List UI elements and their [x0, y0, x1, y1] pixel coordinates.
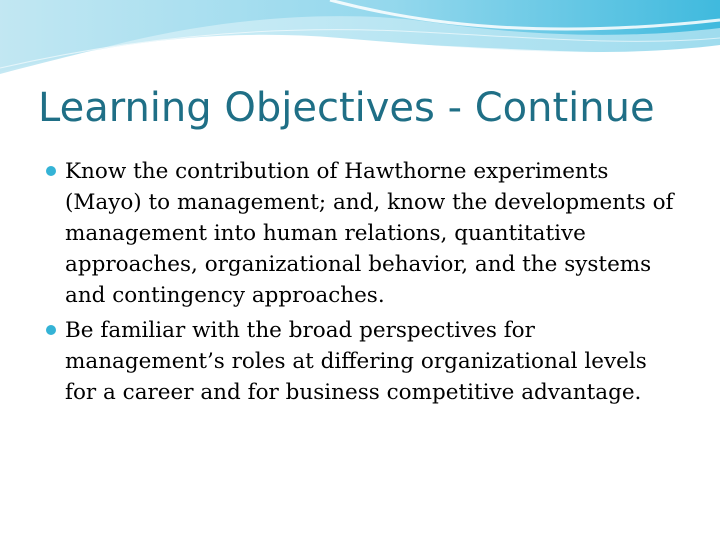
bullet-item — [46, 156, 676, 311]
bullet-dot-icon — [46, 166, 56, 176]
bullet-text: Be familiar with the broad perspectives for management’s roles at differing organizational levels for a career and for business competitive advantage. — [65, 318, 647, 405]
slide-title: Learning Objectives - Continue — [38, 85, 655, 131]
bullet-list — [46, 156, 676, 412]
bullet-dot-icon — [46, 325, 56, 335]
bullet-item — [46, 315, 676, 408]
header-wave-decoration — [0, 0, 720, 90]
bullet-text: Know the contribution of Hawthorne experiments (Mayo) to management; and, know the developments of management into human relations, quantitative approaches, organizational behavior, and the systems and contingency approaches. — [65, 159, 674, 308]
